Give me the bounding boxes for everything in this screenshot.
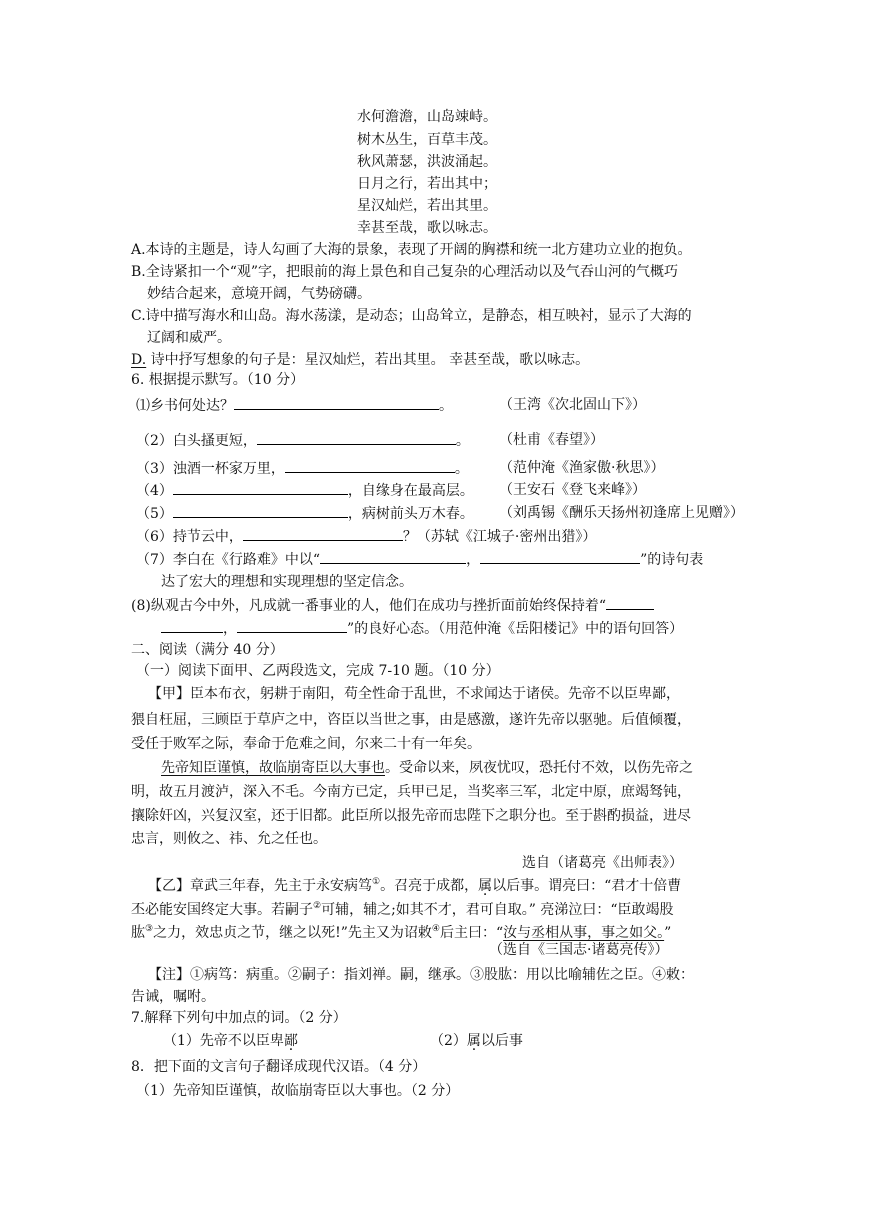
- dotted-word: 鄙: [283, 1033, 298, 1049]
- answer-blank[interactable]: [257, 430, 456, 445]
- q6-source-1: （王湾《次北固山下》）: [499, 397, 646, 413]
- option-b: B.全诗紧扣一个“观”字，把眼前的海上景色和自己复杂的心理活动以及气吞山河的气概巧: [131, 264, 679, 280]
- dotted-word: 属: [466, 1033, 481, 1049]
- q7-item-2: （2）属以后事: [430, 1033, 523, 1049]
- passage-jia: 忠言，则攸之、祎、允之任也。: [131, 831, 327, 847]
- q7-item-1: （1）先帝不以臣卑鄙: [163, 1033, 298, 1049]
- answer-blank[interactable]: [285, 458, 455, 473]
- q6-source-3: （范仲淹《渔家傲·秋思》）: [499, 460, 665, 476]
- answer-blank[interactable]: [161, 618, 223, 633]
- answer-blank[interactable]: [237, 618, 347, 633]
- reading-subtitle: （一）阅读下面甲、乙两段选文，完成 7-10 题。（10 分）: [136, 663, 500, 679]
- q6-item-2: （2）白头搔更短， 。: [136, 430, 470, 451]
- poem-line: 树木丛生，百草丰茂。: [357, 132, 497, 148]
- q6-source-5: （刘禹锡《酬乐天扬州初逢席上见赠》）: [499, 505, 744, 521]
- notes-continued: 告诫，嘱咐。: [131, 989, 215, 1005]
- answer-blank[interactable]: [243, 526, 403, 541]
- answer-blank[interactable]: [173, 503, 348, 518]
- option-a: A.本诗的主题是，诗人勾画了大海的景象，表现了开阔的胸襟和统一北方建功立业的抱负。: [131, 242, 692, 258]
- passage-jia: 明，故五月渡泸，深入不毛。今南方已定，兵甲已足，当奖率三军，北定中原，庶竭驽钝，: [131, 784, 691, 800]
- poem-line: 幸甚至哉，歌以咏志。: [357, 220, 497, 236]
- passage-yi: 丕必能安国终定大事。若嗣子②可辅，辅之;如其不才，君可自取。” 亮涕泣曰：“臣敢竭股: [131, 901, 674, 918]
- poem-line: 秋风萧瑟，洪波涌起。: [357, 154, 497, 170]
- q6-item-6: （6）持节云中， ？（苏轼《江城子·密州出猎》）: [136, 526, 596, 547]
- answer-blank[interactable]: [234, 395, 439, 410]
- q8-item-1: （1）先帝知臣谨慎，故临崩寄臣以大事也。（2 分）: [136, 1083, 460, 1099]
- passage-yi-source: （选自《三国志·诸葛亮传》）: [489, 942, 669, 958]
- passage-jia: 猥自枉屈，三顾臣于草庐之中，咨臣以当世之事，由是感激，遂许先帝以驱驰。后值倾覆，: [131, 712, 691, 728]
- passage-yi: 肱③之力，效忠贞之节，继之以死!”先主又为诏敕④后主曰：“汝与丞相从事，事之如父。”: [131, 924, 672, 941]
- passage-jia-source: 选自（诸葛亮《出师表》）: [522, 855, 683, 871]
- option-d-label: D.: [131, 352, 147, 368]
- q6-item-3: （3）浊酒一杯家万里， 。: [136, 458, 469, 479]
- option-d-text: 诗中抒写想象的句子是：星汉灿烂，若出其里。 幸甚至哉，歌以咏志。: [150, 352, 590, 368]
- section-title: 二、阅读（满分 40 分）: [131, 642, 284, 658]
- q6-source-2: （杜甫《春望》）: [499, 432, 604, 448]
- q6-source-4: （王安石《登飞来峰》）: [499, 482, 646, 498]
- passage-jia: 受任于败军之际，奉命于危难之间，尔来二十有一年矣。: [131, 736, 481, 752]
- answer-blank[interactable]: [173, 480, 348, 495]
- passage-yi: 【乙】章武三年春，先主于永安病笃①。召亮于成都，属以后事。谓亮曰：“君才十倍曹: [148, 877, 682, 894]
- notes: 【注】①病笃：病重。②嗣子：指刘禅。嗣，继承。③股肱：用以比喻辅佐之臣。④敕：: [148, 967, 694, 983]
- q6-item-1: ⑴乡书何处达？ 。: [136, 395, 453, 416]
- q6-item-8: (8)纵观古今中外，凡成就一番事业的人，他们在成功与挫折面前始终保持着“: [131, 595, 654, 616]
- q6-item-7: （7）李白在《行路难》中以“ ， ”的诗句表: [136, 549, 703, 570]
- q6-item-8-continued: ， ”的良好心态。（用范仲淹《岳阳楼记》中的语句回答）: [161, 618, 683, 639]
- passage-jia: 先帝知臣谨慎，故临崩寄臣以大事也。受命以来，夙夜忧叹，恐托付不效，以伤先帝之: [161, 760, 693, 776]
- option-b-continued: 妙结合起来，意境开阔，气势磅礴。: [147, 286, 371, 302]
- option-c-continued: 辽阔和威严。: [147, 330, 231, 346]
- option-c: C.诗中描写海水和山岛。海水荡漾，是动态；山岛耸立，是静态，相互映衬，显示了大海的: [131, 308, 692, 324]
- q6-item-5: （5） ，病树前头万木春。: [136, 503, 474, 524]
- poem-line: 星汉灿烂，若出其里。: [357, 198, 497, 214]
- option-d: [131, 350, 589, 370]
- passage-jia: 【甲】臣本布衣，躬耕于南阳，苟全性命于乱世，不求闻达于诸侯。先帝不以臣卑鄙，: [148, 686, 680, 702]
- underlined-sentence: 先帝知臣谨慎，故临崩寄臣以大事也: [161, 760, 385, 776]
- q6-title: 6. 根据提示默写。（10 分）: [131, 372, 305, 388]
- q6-item-4: （4） ，自缘身在最高层。: [136, 480, 474, 501]
- dotted-word: 属: [478, 878, 493, 894]
- answer-blank[interactable]: [480, 549, 640, 564]
- q6-item-7-continued: 达了宏大的理想和实现理想的坚定信念。: [161, 574, 413, 590]
- q8-title: 8．把下面的文言句子翻译成现代汉语。（4 分）: [131, 1059, 427, 1075]
- underlined-sentence: 汝与丞相从事，事之如父。: [503, 925, 665, 941]
- answer-blank[interactable]: [606, 595, 654, 610]
- q7-title: 7.解释下列句中加点的词。（2 分）: [131, 1010, 347, 1026]
- poem-line: 水何澹澹，山岛竦峙。: [357, 109, 497, 125]
- passage-jia: 攘除奸凶，兴复汉室，还于旧都。此臣所以报先帝而忠陛下之职分也。至于斟酌损益，进尽: [131, 808, 691, 824]
- answer-blank[interactable]: [320, 549, 466, 564]
- poem-line: 日月之行，若出其中；: [357, 176, 497, 192]
